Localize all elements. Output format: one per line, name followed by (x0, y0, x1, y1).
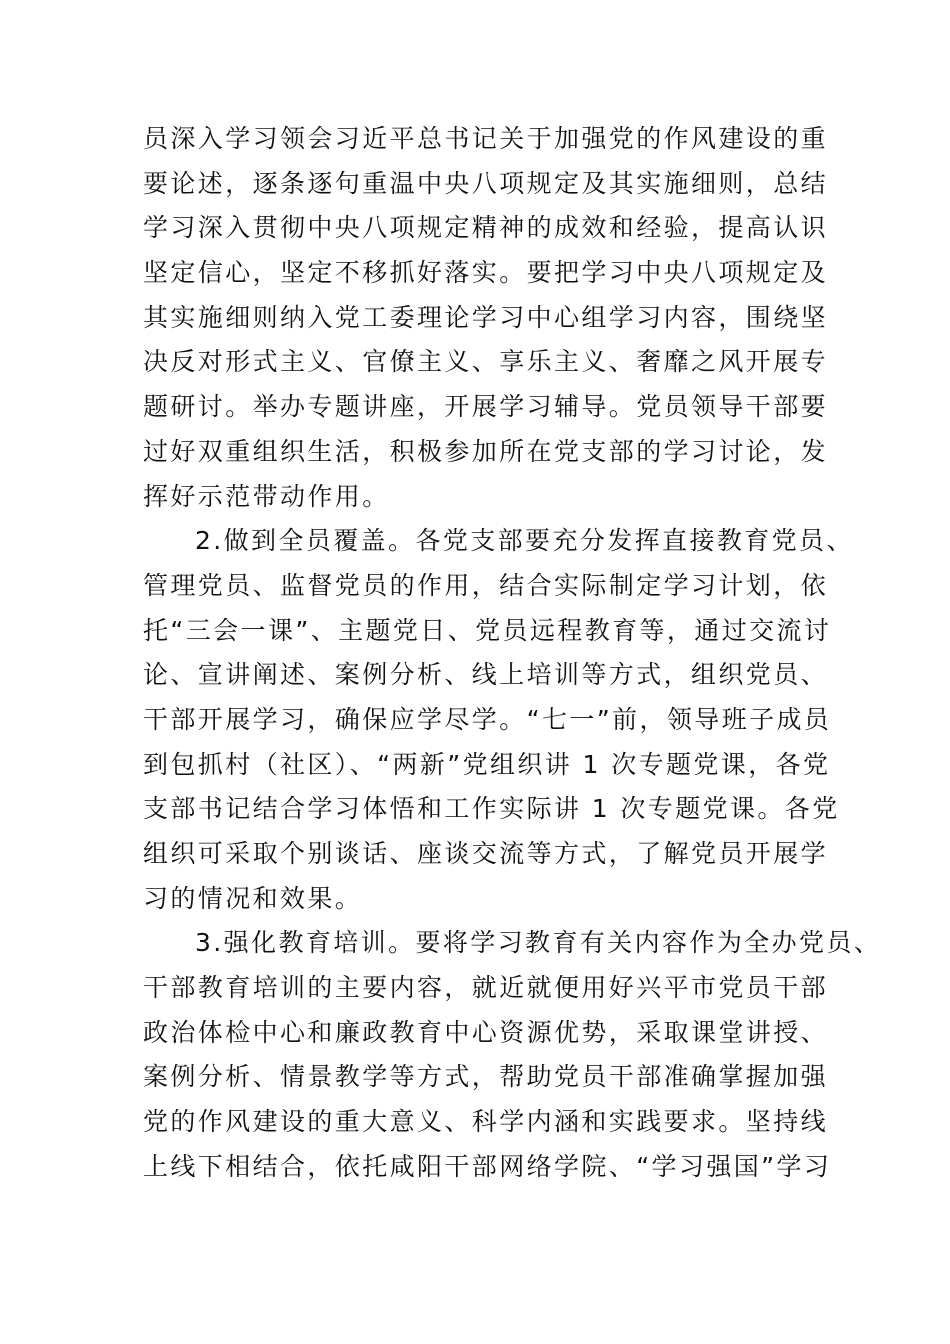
text-line: 习的情况和效果。 (143, 883, 363, 913)
text-line: 组织可采取个别谈话、座谈交流等方式，了解党员开展学 (143, 839, 829, 868)
text-line: 题研讨。举办专题讲座，开展学习辅导。党员领导干部要 (143, 392, 829, 422)
paragraph-study-continuation (143, 117, 829, 519)
text-line: 学习深入贯彻中央八项规定精神的成效和经验，提高认识 (143, 213, 829, 243)
text-line: 党的作风建设的重大意义、科学内涵和实践要求。坚持线 (143, 1107, 829, 1137)
text-line: 案例分析、情景教学等方式，帮助党员干部准确掌握加强 (143, 1062, 829, 1092)
text-line: 支部书记结合学习体悟和工作实际讲 1 次专题党课。各党 (143, 794, 840, 824)
text-line: 坚定信心，坚定不移抓好落实。要把学习中央八项规定及 (143, 258, 829, 288)
text-line: 托“三会一课”、主题党日、党员远程教育等，通过交流讨 (143, 615, 832, 645)
text-line: 过好双重组织生活，积极参加所在党支部的学习讨论，发 (143, 436, 829, 466)
text-line-indented: 3.强化教育培训。要将学习教育有关内容作为全办党员、 (195, 928, 882, 958)
text-line: 要论述，逐条逐句重温中央八项规定及其实施细则，总结 (143, 168, 829, 198)
text-line: 挥好示范带动作用。 (143, 481, 390, 511)
text-line: 决反对形式主义、官僚主义、享乐主义、奢靡之风开展专 (143, 347, 829, 377)
text-line: 到包抓村（社区）、“两新”党组织讲 1 次专题党课，各党 (143, 749, 831, 779)
text-line: 干部教育培训的主要内容，就近就便用好兴平市党员干部 (143, 973, 829, 1003)
paragraph-item-3-education-training (143, 921, 882, 1189)
paragraph-item-2-full-coverage (143, 519, 854, 921)
text-line: 管理党员、监督党员的作用，结合实际制定学习计划，依 (143, 570, 829, 600)
document-body (143, 117, 882, 1190)
text-line: 论、宣讲阐述、案例分析、线上培训等方式，组织党员、 (143, 660, 829, 690)
text-line: 员深入学习领会习近平总书记关于加强党的作风建设的重 (143, 124, 829, 153)
text-line: 上线下相结合，依托咸阳干部网络学院、“学习强国”学习 (143, 1151, 832, 1181)
text-line: 干部开展学习，确保应学尽学。“七一”前，领导班子成员 (143, 704, 832, 734)
text-line: 政治体检中心和廉政教育中心资源优势，采取课堂讲授、 (143, 1017, 829, 1047)
text-line-indented: 2.做到全员覆盖。各党支部要充分发挥直接教育党员、 (195, 526, 854, 556)
text-line: 其实施细则纳入党工委理论学习中心组学习内容，围绕坚 (143, 302, 829, 332)
